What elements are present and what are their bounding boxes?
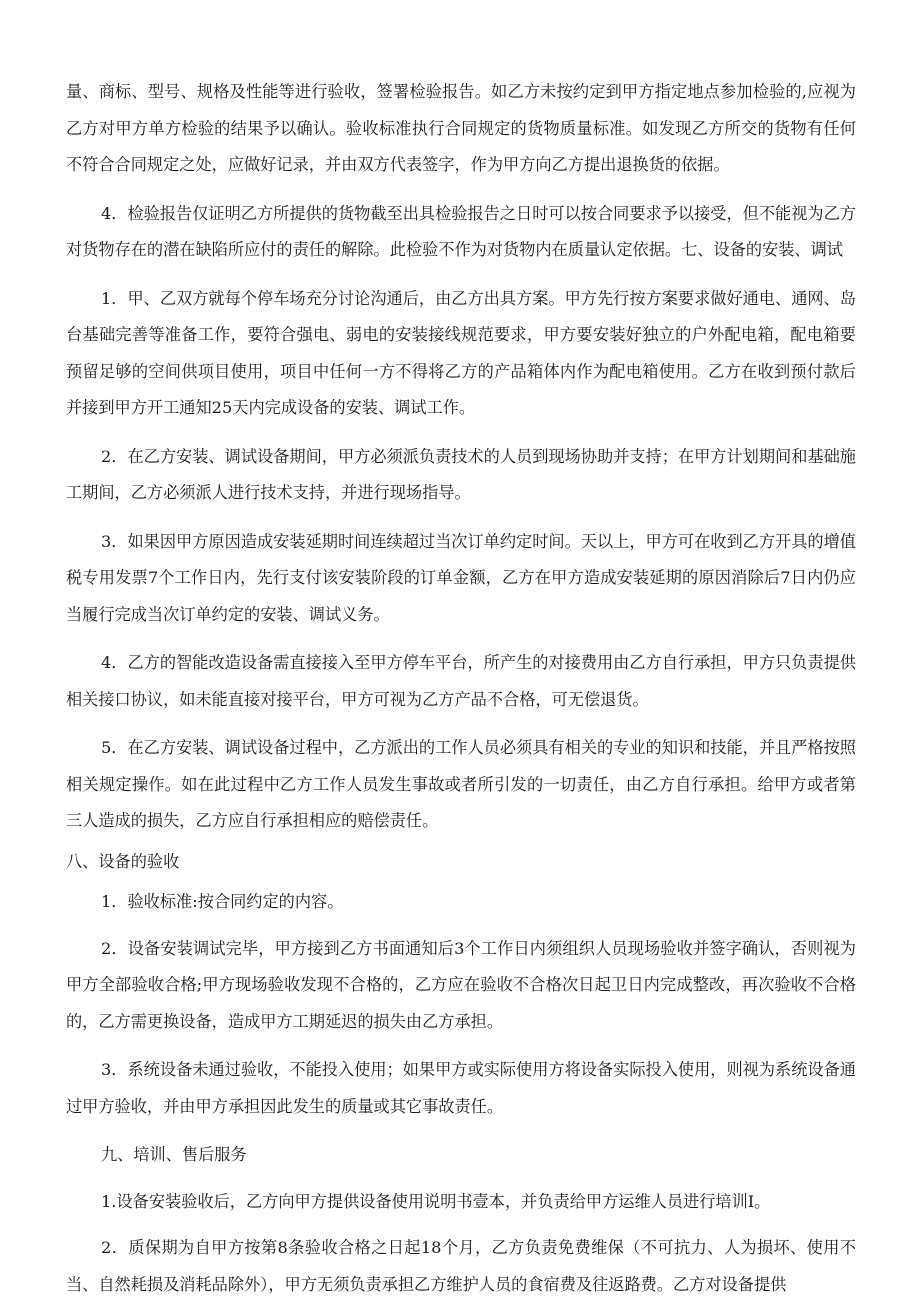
paragraph-continuation: 量、商标、型号、规格及性能等进行验收，签署检验报告。如乙方未按约定到甲方指定地点参加检验的,应视为乙方对甲方单方检验的结果予以确认。验收标准执行合同规定的货物质量标准。如发现乙方所交的货物有任何不符合合同规定之处，应做好记录，并由双方代表签字，作为甲方向乙方提出退换货的依据。 xyxy=(66,82,856,174)
paragraph-install-4: 4．乙方的智能改造设备需直接接入至甲方停车平台，所产生的对接费用由乙方自行承担，甲方只负责提供相关接口协议，如未能直接对接平台，甲方可视为乙方产品不合格，可无偿退货。 xyxy=(66,653,856,709)
paragraph-install-1: 1．甲、乙双方就每个停车场充分讨论沟通后，由乙方出具方案。甲方先行按方案要求做好通电、通网、岛台基础完善等准备工作，要符合强电、弱电的安装接线规范要求，甲方要安装好独立的户外配电箱，配电箱要预留足够的空间供项目使用，项目中任何一方不得将乙方的产品箱体内作为配电箱使用。乙方在收到预付款后并接到甲方开工通知25天内完成设备的安装、调试工作。 xyxy=(66,288,856,417)
paragraph-accept-3: 3．系统设备未通过验收，不能投入使用；如果甲方或实际使用方将设备实际投入使用，则视为系统设备通过甲方验收，并由甲方承担因此发生的质量或其它事故责任。 xyxy=(66,1060,856,1116)
paragraph-install-3: 3．如果因甲方原因造成安装延期时间连续超过当次订单约定时间。天以上，甲方可在收到乙方开具的增值税专用发票7个工作日内，先行支付该安装阶段的订单金额，乙方在甲方造成安装延期的原因消除后7日内仍应当履行完成当次订单约定的安装、调试义务。 xyxy=(66,531,856,624)
section-heading-training-service: 九、培训、售后服务 xyxy=(101,1145,247,1164)
paragraph-service-2: 2．质保期为自甲方按第8条验收合格之日起18个月，乙方负责免费维保（不可抗力、人为损坏、使用不当、自然耗损及消耗品除外），甲方无须负责承担乙方维护人员的食宿费及往返路费。乙方对设备提供 xyxy=(66,1238,856,1294)
paragraph-service-1: 1.设备安装验收后，乙方向甲方提供设备使用说明书壹本，并负责给甲方运维人员进行培训I。 xyxy=(101,1191,771,1211)
paragraph-install-5: 5．在乙方安装、调试设备过程中，乙方派出的工作人员必须具有相关的专业的知识和技能，并且严格按照相关规定操作。如在此过程中乙方工作人员发生事故或者所引发的一切责任，由乙方自行承担。给甲方或者第三人造成的损失，乙方应自行承担相应的赔偿责任。 xyxy=(66,738,856,830)
paragraph-accept-2: 2．设备安装调试完毕，甲方接到乙方书面通知后3个工作日内须组织人员现场验收并签字确认，否则视为甲方全部验收合格;甲方现场验收发现不合格的，乙方应在验收不合格次日起卫日内完成整改，再次验收不合格的，乙方需更换设备，造成甲方工期延迟的损失由乙方承担。 xyxy=(66,938,856,1031)
paragraph-accept-1: 1．验收标准:按合同约定的内容。 xyxy=(101,892,344,911)
paragraph-install-2: 2．在乙方安装、调试设备期间，甲方必须派负责技术的人员到现场协助并支持；在甲方计划期间和基础施工期间，乙方必须派人进行技术支持，并进行现场指导。 xyxy=(66,446,856,502)
section-heading-acceptance: 八、设备的验收 xyxy=(66,851,180,871)
paragraph-inspection-4: 4．检验报告仅证明乙方所提供的货物截至出具检验报告之日时可以按合同要求予以接受，但不能视为乙方对货物存在的潜在缺陷所应付的责任的解除。此检验不作为对货物内在质量认定依据。七、设备的安装、调试 xyxy=(66,203,856,259)
